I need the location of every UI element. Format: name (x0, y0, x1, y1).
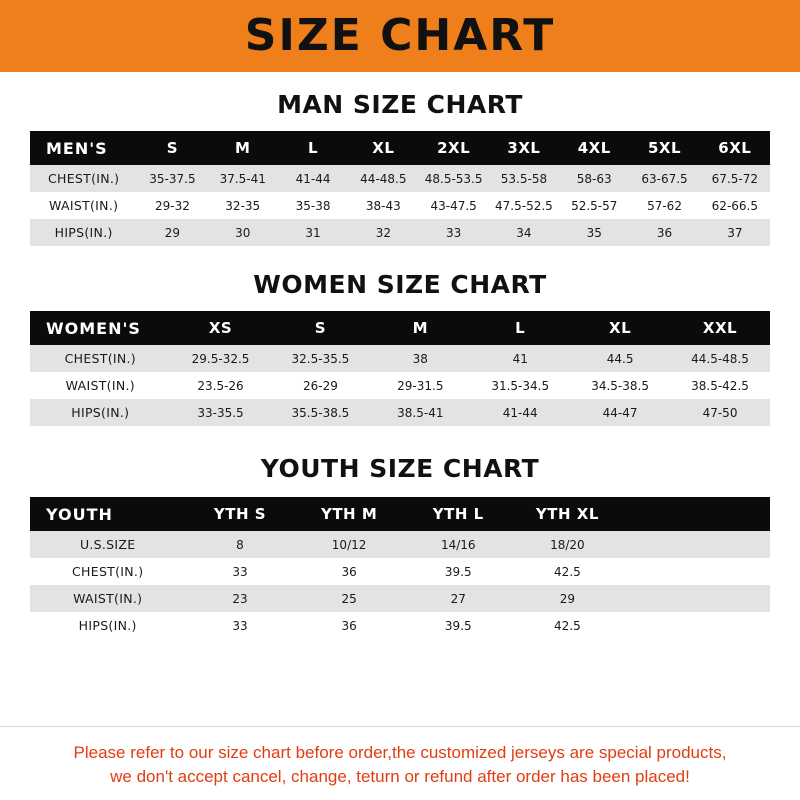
table-row (30, 192, 770, 219)
row-label: HIPS(IN.) (71, 405, 130, 420)
table-row (30, 531, 770, 558)
cell: 31.5-34.5 (491, 378, 550, 393)
cell: 18/20 (550, 537, 585, 552)
row-label: HIPS(IN.) (54, 225, 113, 240)
column-header: YOUTH (46, 504, 113, 524)
column-header: MEN'S (46, 138, 108, 158)
row-label: CHEST(IN.) (47, 171, 120, 186)
column-header: M (235, 139, 251, 157)
cell: 47-50 (702, 405, 738, 420)
cell: 33 (232, 618, 248, 633)
cell: 35-37.5 (149, 171, 196, 186)
cell: 35.5-38.5 (291, 405, 350, 420)
youth-size-table (30, 497, 770, 639)
cell: 52.5-57 (571, 198, 618, 213)
cell: 36 (341, 618, 357, 633)
cell: 41-44 (502, 405, 538, 420)
column-header: YTH S (213, 505, 267, 523)
cell: 38-43 (365, 198, 401, 213)
table-row (30, 372, 770, 399)
cell: 42.5 (554, 618, 581, 633)
column-header: M (412, 319, 429, 337)
column-header: YTH M (320, 505, 378, 523)
cell: 29-32 (155, 198, 190, 213)
cell: 33 (232, 564, 248, 579)
cell: 35 (586, 225, 602, 240)
cell: 29.5-32.5 (191, 351, 250, 366)
cell: 32-35 (225, 198, 261, 213)
women-size-table (30, 311, 770, 426)
cell: 42.5 (554, 564, 581, 579)
column-header: 4XL (577, 139, 611, 157)
cell-empty (622, 585, 770, 612)
man-size-table (30, 131, 770, 246)
cell: 44-47 (602, 405, 638, 420)
youth-section-title: YOUTH SIZE CHART (260, 454, 540, 483)
cell: 43-47.5 (430, 198, 477, 213)
column-header: XL (372, 139, 395, 157)
cell: 29 (164, 225, 181, 240)
disclaimer-note (0, 727, 800, 800)
column-header: S (314, 319, 327, 337)
cell: 63-67.5 (641, 171, 688, 186)
cell: 25 (341, 591, 357, 606)
cell: 31 (305, 225, 321, 240)
cell: 44-48.5 (360, 171, 407, 186)
column-header-empty (622, 497, 770, 531)
cell: 33 (445, 225, 462, 240)
cell: 36 (656, 225, 673, 240)
cell: 27 (450, 591, 466, 606)
column-header: YTH XL (535, 505, 599, 523)
cell: 57-62 (647, 198, 682, 213)
cell: 44.5-48.5 (691, 351, 749, 366)
table-row (30, 558, 770, 585)
table-header-row (30, 311, 770, 345)
row-label: WAIST(IN.) (49, 198, 119, 213)
cell: 37.5-41 (219, 171, 266, 186)
cell: 44.5 (606, 351, 634, 366)
column-header: XS (208, 319, 233, 337)
page-title: SIZE CHART (244, 10, 556, 61)
column-header: L (515, 319, 526, 337)
column-header: XL (609, 319, 632, 337)
column-header: 3XL (507, 139, 541, 157)
cell: 41-44 (295, 171, 331, 186)
cell: 32.5-35.5 (291, 351, 350, 366)
note-line-1: Please refer to our size chart before order,the customized jerseys are special products, (73, 742, 727, 762)
column-header: YTH L (432, 505, 484, 523)
man-section-title: MAN SIZE CHART (277, 90, 523, 119)
cell: 23.5-26 (197, 378, 244, 393)
cell: 38.5-42.5 (691, 378, 749, 393)
table-row (30, 585, 770, 612)
table-row (30, 399, 770, 426)
cell-empty (622, 612, 770, 639)
cell: 10/12 (331, 537, 367, 552)
row-label: WAIST(IN.) (73, 591, 143, 606)
row-label: WAIST(IN.) (65, 378, 135, 393)
cell: 67.5-72 (711, 171, 758, 186)
cell-empty (622, 531, 770, 558)
cell: 8 (236, 537, 244, 552)
table-header-row (30, 131, 770, 165)
cell: 39.5 (444, 618, 472, 633)
cell: 34 (516, 225, 532, 240)
cell: 38 (412, 351, 428, 366)
cell: 37 (727, 225, 743, 240)
cell: 35-38 (295, 198, 331, 213)
table-row (30, 612, 770, 639)
cell-empty (622, 558, 770, 585)
cell: 47.5-52.5 (495, 198, 553, 213)
cell: 36 (341, 564, 357, 579)
cell: 26-29 (302, 378, 338, 393)
cell: 39.5 (444, 564, 472, 579)
cell: 29 (559, 591, 576, 606)
column-header: L (308, 139, 319, 157)
cell: 58-63 (576, 171, 612, 186)
table-row (30, 345, 770, 372)
note-line-2: we don't accept cancel, change, teturn or refund after order has been placed! (110, 767, 690, 787)
cell: 33-35.5 (197, 405, 244, 420)
column-header: XXL (702, 319, 738, 337)
cell: 38.5-41 (397, 405, 444, 420)
cell: 48.5-53.5 (424, 171, 483, 186)
column-header: 5XL (647, 139, 682, 157)
cell: 53.5-58 (500, 171, 548, 186)
cell: 29-31.5 (397, 378, 444, 393)
cell: 41 (512, 351, 528, 366)
chart-content (0, 72, 800, 726)
column-header: WOMEN'S (46, 318, 141, 338)
table-header-row (30, 497, 770, 531)
header-banner (0, 0, 800, 72)
cell: 23 (232, 591, 248, 606)
row-label: CHEST(IN.) (64, 351, 136, 366)
row-label: HIPS(IN.) (78, 618, 137, 633)
cell: 34.5-38.5 (591, 378, 649, 393)
women-section-title: WOMEN SIZE CHART (253, 270, 547, 299)
column-header: 6XL (718, 139, 752, 157)
cell: 14/16 (440, 537, 476, 552)
cell: 32 (375, 225, 391, 240)
column-header: 2XL (437, 139, 471, 157)
table-row (30, 165, 770, 192)
cell: 62-66.5 (711, 198, 758, 213)
row-label: U.S.SIZE (79, 537, 136, 552)
table-row (30, 219, 770, 246)
row-label: CHEST(IN.) (72, 564, 144, 579)
cell: 30 (235, 225, 251, 240)
column-header: S (166, 139, 179, 157)
